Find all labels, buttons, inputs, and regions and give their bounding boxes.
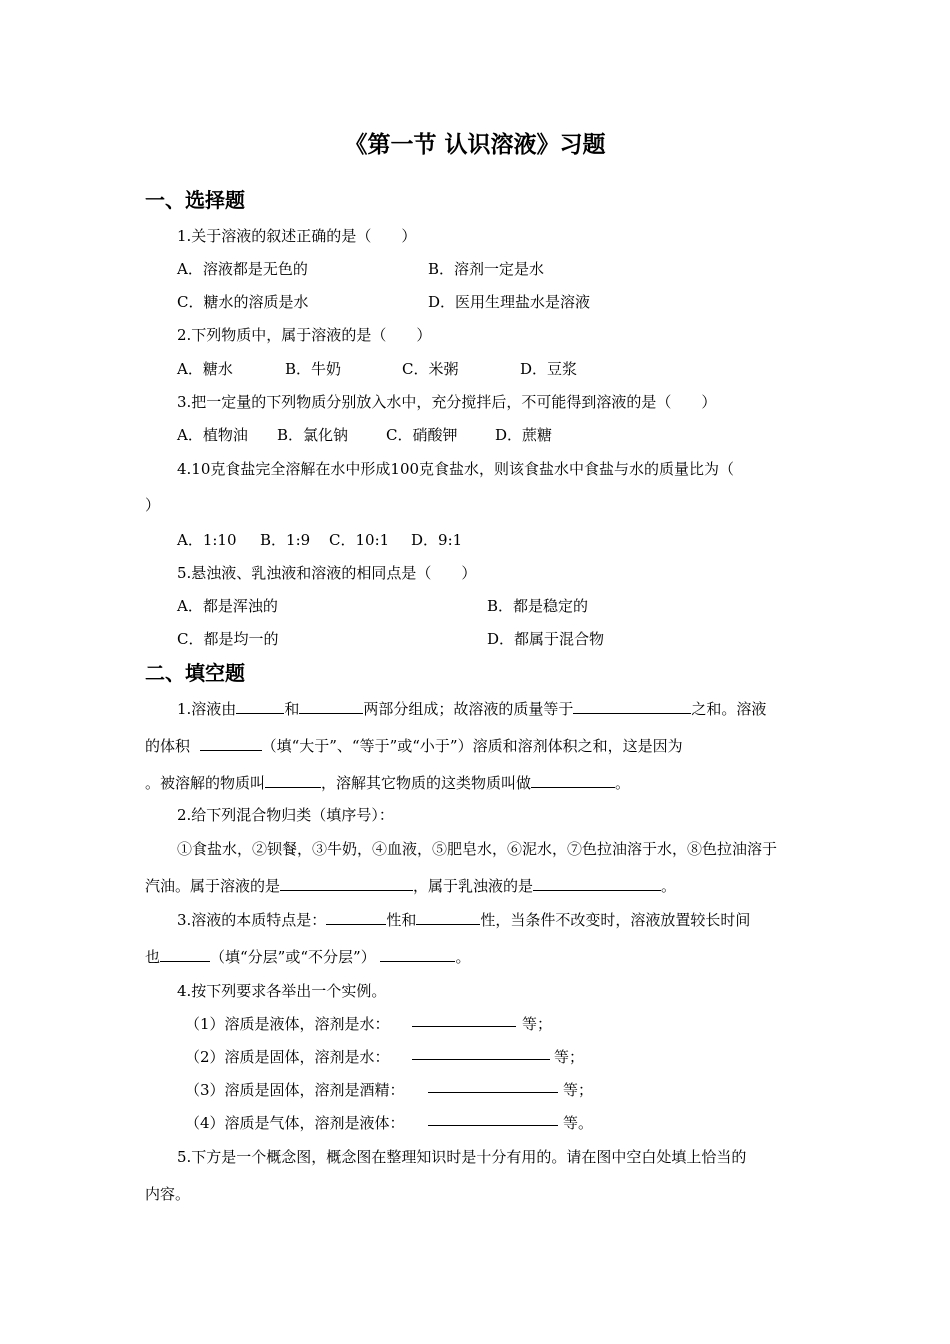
q2-stem: 2.下列物质中，属于溶液的是（ ） [177,326,432,344]
f1-line3 [145,772,630,794]
f4-end-2: 等； [554,1048,585,1066]
f4-blank-1[interactable] [412,1026,516,1027]
f1-blank-6[interactable] [531,772,615,788]
q1-option-b: B．溶剂一定是水 [428,260,545,278]
f1-text: 的体积 [145,737,191,755]
f4-end-4: 等。 [563,1114,594,1132]
f1-text: 两部分组成；故溶液的质量等于 [363,700,574,718]
f2-line1: ①食盐水，②钡餐，③牛奶，④血液，⑤肥皂水，⑥泥水，⑦色拉油溶于水，⑧色拉油溶于 [177,840,778,858]
f1-text: 1.溶液由 [177,700,237,718]
q3-option-d: D．蔗糖 [495,426,553,444]
q1-option-c: C．糖水的溶质是水 [177,293,309,311]
f3-text: 性，当条件不改变时，溶液放置较长时间 [480,911,751,929]
f5-line1: 5.下方是一个概念图，概念图在整理知识时是十分有用的。请在图中空白处填上恰当的 [177,1148,747,1166]
f1-text: 和 [284,700,300,718]
q5-option-a: A．都是浑浊的 [177,597,278,615]
q1-option-a: A．溶液都是无色的 [177,260,308,278]
q2-option-a: A．糖水 [177,360,233,378]
f3-text: 性和 [386,911,417,929]
f4-item-3: （3）溶质是固体，溶剂是酒精： [185,1081,405,1099]
q3-option-b: B．氯化钠 [277,426,349,444]
section-heading-choice: 一、选择题 [145,188,245,212]
f3-text: （填“分层”或“不分层”） [210,948,376,966]
f2-stem: 2.给下列混合物归类（填序号）： [177,806,394,824]
f1-line2 [145,735,683,757]
q4-option-a: A．1:10 [177,531,237,549]
q4-stem-line1: 4.10克食盐完全溶解在水中形成100克食盐水，则该食盐水中食盐与水的质量比为（ [177,460,735,478]
f3-blank-1[interactable] [326,909,386,925]
q5-stem: 5.悬浊液、乳浊液和溶液的相同点是（ ） [177,564,477,582]
f4-item-2: （2）溶质是固体，溶剂是水： [185,1048,390,1066]
f2-text: ，属于乳浊液的是 [413,877,534,895]
q1-option-d: D．医用生理盐水是溶液 [428,293,591,311]
f2-text: 汽油。属于溶液的是 [145,877,281,895]
q2-option-b: B．牛奶 [285,360,342,378]
q4-option-d: D．9:1 [411,531,463,549]
q4-option-b: B．1:9 [260,531,311,549]
f3-blank-2[interactable] [416,909,480,925]
q5-option-d: D．都属于混合物 [487,630,605,648]
f3-line1 [177,909,750,931]
f4-blank-4[interactable] [428,1125,558,1126]
f1-text: ，溶解其它物质的这类物质叫做 [321,774,532,792]
f4-item-4: （4）溶质是气体，溶剂是液体： [185,1114,405,1132]
f2-text: 。 [661,877,677,895]
f1-text: 。被溶解的物质叫 [145,774,266,792]
f5-line2: 内容。 [145,1185,191,1203]
f1-text: 之和。溶液 [691,700,767,718]
f3-blank-3[interactable] [160,946,210,962]
q3-option-a: A．植物油 [177,426,248,444]
q3-option-c: C．硝酸钾 [386,426,458,444]
f2-blank-1[interactable] [280,875,413,891]
f1-blank-5[interactable] [265,772,321,788]
f2-blank-2[interactable] [533,875,661,891]
f1-text: （填“大于”、“等于”或“小于”）溶质和溶剂体积之和，这是因为 [261,737,683,755]
f1-blank-3[interactable] [573,698,691,714]
q4-option-c: C．10:1 [329,531,390,549]
f3-text: 。 [455,948,471,966]
section-heading-fill: 二、填空题 [145,661,245,685]
q5-option-b: B．都是稳定的 [487,597,589,615]
f1-text: 。 [615,774,631,792]
q5-option-c: C．都是均一的 [177,630,279,648]
f3-text: 也 [145,948,161,966]
f1-blank-1[interactable] [236,698,284,714]
q2-option-c: C．米粥 [402,360,459,378]
f1-blank-2[interactable] [299,698,363,714]
f4-blank-2[interactable] [412,1059,550,1060]
q4-stem-line2: ） [145,496,161,514]
f3-blank-4[interactable] [380,946,455,962]
f1-blank-4[interactable] [200,735,262,751]
f3-text: 3.溶液的本质特点是： [177,911,327,929]
q3-stem: 3.把一定量的下列物质分别放入水中，充分搅拌后，不可能得到溶液的是（ ） [177,393,717,411]
page-title: 《第一节 认识溶液》习题 [344,131,606,158]
f4-blank-3[interactable] [428,1092,558,1093]
f4-stem: 4.按下列要求各举出一个实例。 [177,982,387,1000]
q1-stem: 1.关于溶液的叙述正确的是（ ） [177,227,417,245]
f1-line1 [177,698,766,720]
f4-end-1: 等； [522,1015,553,1033]
f2-line2 [145,875,676,897]
q2-option-d: D．豆浆 [520,360,578,378]
f4-item-1: （1）溶质是液体，溶剂是水： [185,1015,390,1033]
f3-line2 [145,946,471,968]
f4-end-3: 等； [563,1081,594,1099]
